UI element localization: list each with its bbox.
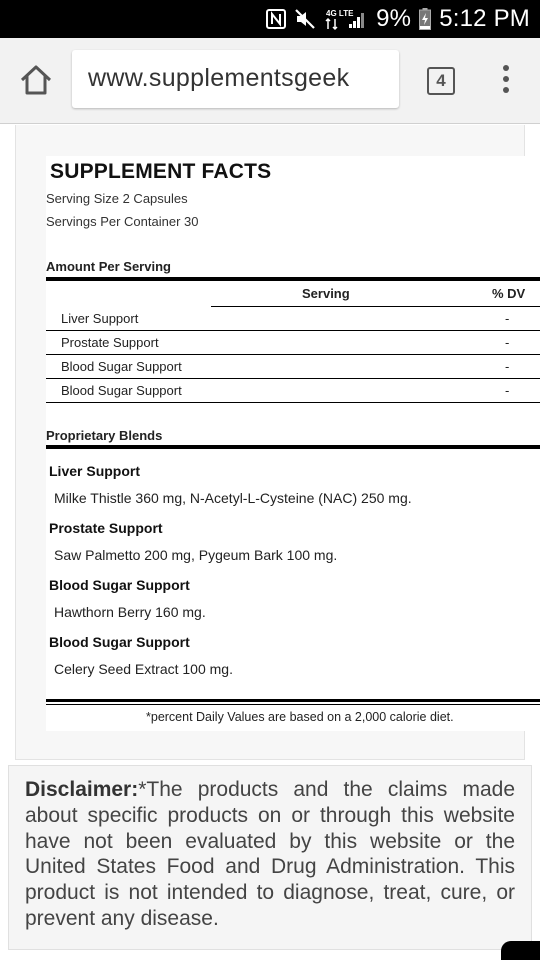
supplement-facts-title: SUPPLEMENT FACTS (50, 160, 272, 183)
blend-ingredients: Milke Thistle 360 mg, N-Acetyl-L-Cysteine (NAC) 250 mg. (54, 490, 412, 506)
menu-dot (503, 87, 509, 93)
scroll-to-top-button[interactable] (501, 941, 540, 960)
divider-thick (46, 445, 540, 449)
column-header-dv: % DV (492, 286, 526, 301)
menu-dot (503, 65, 509, 71)
blend-ingredients: Saw Palmetto 200 mg, Pygeum Bark 100 mg. (54, 547, 338, 563)
disclaimer-box (8, 765, 532, 950)
menu-dot (503, 76, 509, 82)
url-bar[interactable] (72, 50, 399, 108)
divider-thin (46, 704, 540, 705)
divider-thick (46, 699, 540, 702)
column-header-serving: Serving (302, 286, 350, 301)
signal-icon (348, 8, 368, 30)
status-icons (266, 0, 530, 38)
row-dv: - (505, 383, 510, 398)
servings-per-container: Servings Per Container 30 (46, 214, 199, 229)
blend-ingredients: Celery Seed Extract 100 mg. (54, 661, 233, 677)
row-dv: - (505, 335, 510, 350)
status-bar (0, 0, 540, 38)
vibrate-off-icon (294, 8, 316, 30)
page-content (0, 125, 540, 960)
amount-per-serving-heading: Amount Per Serving (46, 259, 171, 274)
4g-lte-icon (324, 8, 354, 30)
network-label: 4G LTE (326, 9, 354, 18)
divider-thick (46, 277, 540, 281)
row-name: Liver Support (61, 311, 139, 326)
blend-name: Prostate Support (49, 520, 163, 536)
table-row (46, 355, 540, 379)
blend-name: Blood Sugar Support (49, 634, 190, 650)
supplement-facts-label (46, 156, 540, 731)
disclaimer-label: Disclaimer: (25, 778, 139, 801)
battery-charging-icon (419, 8, 431, 30)
row-dv: - (505, 311, 510, 326)
disclaimer-text: *The products and the claims made about specific products on or through this website have not been evaluated by this website or the United States Food and Drug Administration. This product is not intended to diagnose, treat, cure, or prevent any disease. (25, 778, 515, 930)
tab-switcher-button[interactable]: 4 (427, 67, 455, 95)
row-dv: - (505, 359, 510, 374)
blend-name: Liver Support (49, 463, 141, 479)
table-row (46, 331, 540, 355)
url-text: www.supplementsgeek (88, 64, 350, 92)
daily-value-footnote: *percent Daily Values are based on a 2,000 calorie diet. (146, 710, 454, 724)
home-icon (18, 62, 54, 98)
serving-size: Serving Size 2 Capsules (46, 191, 188, 206)
blend-ingredients: Hawthorn Berry 160 mg. (54, 604, 206, 620)
browser-toolbar (0, 38, 540, 124)
clock: 5:12 PM (439, 5, 530, 32)
row-name: Blood Sugar Support (61, 383, 182, 398)
battery-percent: 9% (376, 5, 412, 32)
table-row (46, 307, 540, 331)
row-name: Prostate Support (61, 335, 159, 350)
nfc-icon (266, 8, 286, 30)
row-name: Blood Sugar Support (61, 359, 182, 374)
overflow-menu-button[interactable] (496, 62, 516, 98)
proprietary-blends-heading: Proprietary Blends (46, 428, 163, 443)
blend-name: Blood Sugar Support (49, 577, 190, 593)
table-row (46, 379, 540, 403)
home-button[interactable] (18, 62, 54, 98)
